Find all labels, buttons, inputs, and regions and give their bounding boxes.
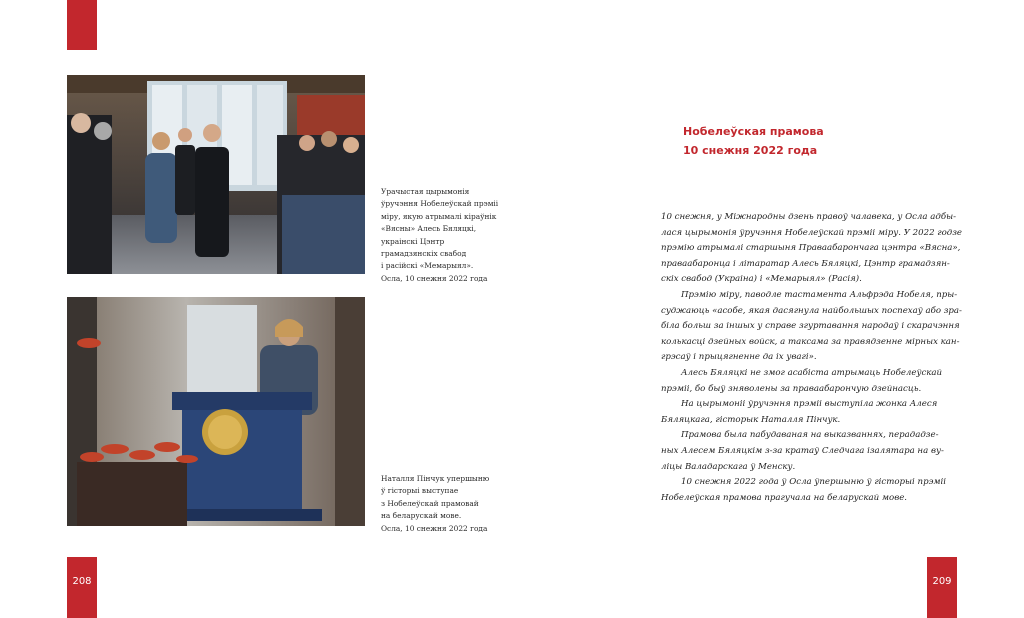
- heading-line-1: Нобелеўская прамова: [683, 125, 824, 138]
- caption-line: Наталля Пінчук упершыню: [381, 474, 490, 483]
- caption-line: «Вясны» Алесь Бяляцкі,: [381, 224, 477, 234]
- section-heading: [683, 122, 913, 160]
- body-line: прэмію атрымалі старшыня Праваабарончага цэнтра «Вясна»,: [661, 243, 961, 254]
- ceremony-photo: [67, 75, 365, 274]
- body-line: Бяляцкага, гісторык Наталля Пінчук.: [661, 414, 841, 425]
- caption-line: на беларускай мове.: [381, 511, 462, 521]
- body-line: скіх свабод (Украіна) і «Мемарыял» (Расія).: [661, 274, 862, 285]
- body-line: Алесь Бяляцкі не змог асабіста атрымаць Нобелеўскай: [681, 367, 943, 378]
- right-page-number-tab: [927, 557, 957, 618]
- left-page-number-tab: [67, 557, 97, 618]
- body-line: 10 снежня, у Міжнародны дзень правоў чалавека, у Осла адбы-: [661, 212, 956, 222]
- caption-line: Осла, 10 снежня 2022 года: [381, 273, 488, 283]
- body-line: прэміі, бо быў зняволены за праваабарончую дзейнасць.: [661, 383, 922, 394]
- speech-photo-caption: [381, 473, 521, 535]
- body-line: біла больш за іншых у справе згуртавання народаў і скарачэння: [661, 321, 960, 332]
- caption-line: з Нобелеўскай прамовай: [381, 498, 479, 508]
- caption-line: і расійскі «Мемарыял».: [381, 261, 474, 271]
- body-line: 10 снежня 2022 года ў Осла ўпершыню ў гісторыі прэміі: [681, 477, 947, 488]
- body-line: На цырымоніі ўручэння прэміі выступіла жонка Алеся: [681, 399, 938, 410]
- heading-line-2: 10 снежня 2022 года: [683, 144, 818, 157]
- body-line: праваабаронца і літаратар Алесь Бяляцкі, Цэнтр грамадзян-: [661, 258, 950, 269]
- ceremony-photo-caption: [381, 186, 521, 285]
- page-number-left: 208: [72, 576, 92, 587]
- caption-line: ў гісторыі выступае: [381, 486, 459, 496]
- caption-line: міру, якую атрымалі кіраўнік: [381, 211, 497, 221]
- caption-line: украінскі Цэнтр: [381, 236, 445, 246]
- body-line: Прэмію міру, паводле тастамента Альфрэда Нобеля, пры-: [681, 289, 958, 300]
- caption-line: грамадзянскіх свабод: [381, 249, 467, 259]
- caption-line: Осла, 10 снежня 2022 года: [381, 523, 488, 533]
- top-red-tab: [67, 0, 97, 50]
- body-line: колькасці дзейных войск, а таксама за правядзенне мірных кан-: [661, 336, 960, 347]
- body-line: суджаюць «асобе, якая дасягнула найбольшых поспехаў або зра-: [661, 305, 962, 316]
- body-line: Нобелеўская прамова прагучала на беларускай мове.: [661, 492, 908, 503]
- speech-photo: [67, 297, 365, 526]
- page-number-right: 209: [932, 576, 952, 587]
- body-line: Прамова была пабудаваная на выказваннях, перададзе-: [681, 430, 939, 441]
- caption-line: ўручэння Нобелеўскай прэміі: [381, 199, 499, 209]
- body-line: ных Алесем Бяляцкім з-за кратаў Следчага ізалятара на ву-: [661, 445, 944, 456]
- body-line: ліцы Валадарскага ў Менску.: [661, 461, 796, 472]
- body-line: лася цырымонія ўручэння Нобелеўскай прэміі міру. У 2022 годзе: [661, 227, 963, 238]
- caption-line: Урачыстая цырымонія: [381, 187, 470, 196]
- body-line: грэсаў і прыцягненне да іх увагі».: [661, 352, 817, 363]
- body-text: [661, 210, 961, 506]
